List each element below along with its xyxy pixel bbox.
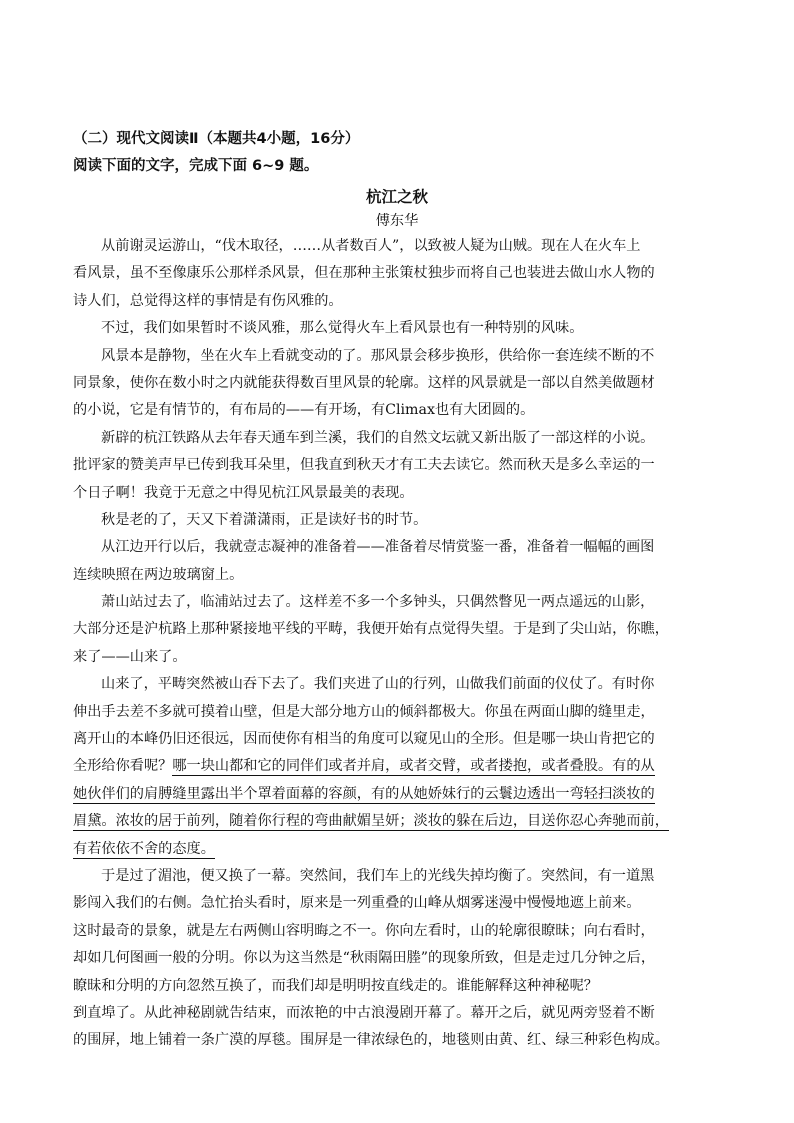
text-line: 全形给你看呢？哪一块山都和它的同伴们或者并肩，或者交臂，或者搂抱，或者叠股。有的从 [73, 758, 655, 775]
text-line: 从前谢灵运游山，“伐木取径，……从者数百人”，以致被人疑为山贼。现在人在火车上 [101, 238, 641, 254]
article-title: 杭江之秋 [365, 188, 428, 206]
text-line: 秋是老的了，天又下着潇潇雨，正是读好书的时节。 [101, 511, 428, 528]
text-line: 同景象，使你在数小时之内就能获得数百里风景的轮廓。这样的风景就是一部以自然美做题材 [73, 374, 655, 391]
text-line [73, 781, 725, 808]
text-line [73, 836, 725, 863]
text-line: 影闯入我们的右侧。急忙抬头看时，原来是一列重叠的山峰从烟雾迷漫中慢慢地遮上前来。 [73, 895, 641, 912]
article-body [73, 233, 725, 1055]
text-line: 个日子啊！我竟于无意之中得见杭江风景最美的表现。 [73, 484, 414, 501]
text-line: 看风景，虽不至像康乐公那样杀风景，但在那种主张策杖独步而将自己也装进去做山水人物的 [73, 265, 655, 282]
text-line: 萧山站过去了，临浦站过去了。这样差不多一个多钟头，只偶然瞥见一两点遥远的山影， [101, 594, 655, 611]
text-line: 诗人们，总觉得这样的事情是有伤风雅的。 [73, 292, 343, 309]
text-line: 于是过了湄池，便又换了一幕。突然间，我们车上的光线失掉均衡了。突然间，有一道黑 [101, 867, 655, 884]
text-line: 来了——山来了。 [73, 648, 187, 665]
underlined-passage: 有若依依不舍的态度。 [73, 840, 215, 857]
reading-instruction: 阅读下面的文字，完成下面 6~9 题。 [73, 158, 319, 174]
text-line: 伸出手去差不多就可摸着山壁，但是大部分地方山的倾斜都极大。你虽在两面山脚的缝里走， [73, 703, 655, 720]
text-line: 这时最奇的景象，就是左右两侧山容明晦之不一。你向左看时，山的轮廓很瞭昧；向右看时， [73, 922, 655, 939]
text-line: 离开山的本峰仍旧还很远，因而使你有相当的角度可以窥见山的全形。但是哪一块山肯把它的 [73, 731, 655, 748]
underlined-passage: 哪一块山都和它的同伴们或者并肩，或者交臂，或者搂抱，或者叠股。有的从 [172, 758, 655, 775]
text-line: 的小说，它是有情节的，有布局的——有开场，有Climax也有大团圆的。 [73, 402, 535, 419]
text-line: 却如几何图画一般的分明。你以为这当然是“秋雨隔田塍”的现象所致，但是走过几分钟之后， [73, 950, 656, 967]
text-line: 到直埠了。从此神秘剧就告结束，而浓艳的中古浪漫剧开幕了。幕开之后，就见两旁竖着不断 [73, 1004, 655, 1021]
text-line: 批评家的赞美声早已传到我耳朵里，但我直到秋天才有工夫去读它。然而秋天是多么幸运的一 [73, 457, 655, 474]
text-line [73, 808, 725, 835]
article-author: 傅东华 [375, 213, 419, 229]
text-line: 从江边开行以后，我就壹志凝神的准备着——准备着尽情赏鉴一番，准备着一幅幅的画图 [101, 539, 655, 556]
underlined-passage: 眉黛。浓妆的居于前列，随着你行程的弯曲献媚呈妍；淡妆的躲在后边，目送你忍心奔驰而前， [73, 813, 669, 830]
underlined-passage: 她伙伴们的肩膊缝里露出半个罩着面幕的容颜，有的从她娇妹行的云鬟边透出一弯轻扫淡妆的 [73, 785, 655, 802]
text-line: 风景本是静物，坐在火车上看就变动的了。那风景会移步换形，供给你一套连续不断的不 [101, 347, 655, 364]
section-heading: （二）现代文阅读Ⅱ（本题共4小题，16分） [73, 131, 360, 147]
text-line: 新辟的杭江铁路从去年春天通车到兰溪，我们的自然文坛就又新出版了一部这样的小说。 [101, 429, 655, 446]
text-line: 不过，我们如果暂时不谈风雅，那么觉得火车上看风景也有一种特别的风味。 [101, 320, 584, 337]
text-line: 大部分还是沪杭路上那种紧接地平线的平畴，我便开始有点觉得失望。于是到了尖山站，你瞧， [73, 621, 669, 638]
text-line: 的围屏，地上铺着一条广漠的厚毯。围屏是一律浓绿色的，地毯则由黄、红、绿三种彩色构成。 [73, 1032, 669, 1049]
text-line: 连续映照在两边玻璃窗上。 [73, 566, 244, 583]
text-line: 山来了，平畴突然被山吞下去了。我们夹进了山的行列，山做我们前面的仪仗了。有时你 [101, 676, 655, 693]
text-line: 瞭昧和分明的方向忽然互换了，而我们却是明明按直线走的。谁能解释这种神秘呢？ [73, 977, 598, 994]
